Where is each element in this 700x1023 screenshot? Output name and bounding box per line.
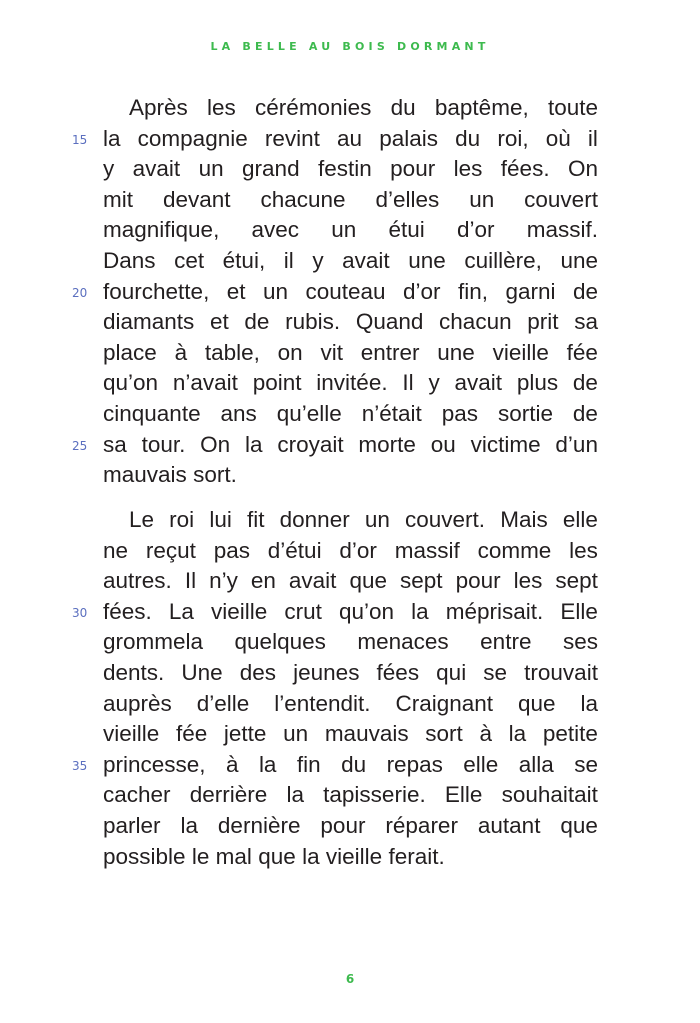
word: un <box>198 156 224 182</box>
word: festin <box>317 156 372 182</box>
line-text <box>103 597 598 628</box>
word: sa <box>574 309 598 335</box>
line-text <box>103 719 598 750</box>
word: fée <box>566 339 598 365</box>
line-text <box>103 750 598 781</box>
line-text <box>103 277 598 308</box>
word: vieille <box>492 339 549 365</box>
word: et <box>209 309 229 335</box>
word: grommela <box>103 629 204 655</box>
word: un <box>469 186 495 212</box>
word: mauvais <box>103 462 187 488</box>
page-number: 6 <box>345 972 355 986</box>
word: vieille <box>211 598 268 624</box>
line-text <box>103 124 598 155</box>
text-line <box>103 719 598 750</box>
word: n’y <box>209 568 238 594</box>
word: lui <box>209 507 232 532</box>
word: n’était <box>361 400 422 426</box>
word: pour <box>455 568 501 594</box>
word: que <box>258 843 296 869</box>
word: La <box>168 598 194 624</box>
line-text <box>103 246 598 277</box>
word: parler <box>103 812 161 838</box>
word: d’elle <box>196 690 250 716</box>
word: Il <box>184 568 197 594</box>
word: sort <box>425 721 463 747</box>
word: d’or <box>339 537 377 563</box>
word: de <box>244 309 270 335</box>
line-text <box>103 368 598 399</box>
word: mal <box>215 843 252 869</box>
word: sort. <box>193 462 237 488</box>
word: avait <box>342 247 390 273</box>
text-line <box>103 93 598 124</box>
word: de <box>572 400 598 426</box>
word: que <box>349 568 387 594</box>
word: une <box>560 247 598 273</box>
word: Le <box>129 507 155 532</box>
line-text <box>103 658 598 689</box>
word: les <box>569 537 598 563</box>
text-line <box>103 154 598 185</box>
word: vit <box>320 339 343 365</box>
word: du <box>455 125 481 151</box>
word: Après <box>129 95 188 120</box>
word: tour. <box>141 431 186 457</box>
word: roi, <box>497 125 529 151</box>
word: palais <box>379 125 439 151</box>
word: prit <box>527 309 559 335</box>
word: princesse, <box>103 751 206 777</box>
word: fin <box>296 751 321 777</box>
word: cacher <box>103 782 171 808</box>
word: auprès <box>103 690 172 716</box>
word: fit <box>246 507 265 532</box>
line-text <box>103 307 598 338</box>
word: ans <box>220 400 257 426</box>
word: de <box>572 370 598 396</box>
text-line <box>103 658 598 689</box>
word: où <box>545 125 571 151</box>
word: d’un <box>555 431 598 457</box>
word: crut <box>284 598 322 624</box>
word: un <box>364 507 390 532</box>
word: souhaitait <box>501 782 598 808</box>
line-text <box>103 215 598 246</box>
word: y <box>103 156 115 182</box>
word: tapisserie. <box>323 782 426 808</box>
word: Elle <box>444 782 483 808</box>
word: les <box>513 568 543 594</box>
word: invitée. <box>316 370 388 396</box>
word: possible <box>103 843 186 869</box>
word: ne <box>103 537 129 563</box>
line-text <box>103 430 598 461</box>
word: vieille <box>325 843 383 869</box>
line-text <box>103 566 598 597</box>
word: chacune <box>260 186 346 212</box>
word: à <box>225 751 239 777</box>
word: diamants <box>103 309 195 335</box>
word: du <box>390 95 416 120</box>
word: d’or <box>403 278 441 304</box>
word: sortie <box>497 400 553 426</box>
word: d’or <box>456 217 495 243</box>
word: avait <box>454 370 503 396</box>
word: la <box>180 812 198 838</box>
word: point <box>252 370 302 396</box>
line-text <box>103 338 598 369</box>
line-number: 30 <box>72 605 88 620</box>
word: couvert. <box>405 507 486 532</box>
word: donner <box>279 507 350 532</box>
word: toute <box>547 95 598 120</box>
text-line <box>72 750 598 781</box>
paragraph-2 <box>72 505 598 872</box>
word: la <box>411 598 429 624</box>
word: entrer <box>360 339 420 365</box>
word: qu’elle <box>276 400 342 426</box>
text-line <box>103 307 598 338</box>
word: fées <box>376 659 420 685</box>
word: que <box>560 812 598 838</box>
line-text <box>103 536 598 567</box>
word: fées. <box>500 156 550 182</box>
word: une <box>437 339 475 365</box>
word: un <box>331 217 357 243</box>
word: elle <box>463 751 499 777</box>
text-line <box>103 627 598 658</box>
word: massif. <box>526 217 598 243</box>
word: y <box>312 247 324 273</box>
text-line <box>103 566 598 597</box>
word: d’elles <box>375 186 440 212</box>
line-text <box>103 842 598 873</box>
word: dernière <box>217 812 301 838</box>
word: mauvais <box>324 721 409 747</box>
word: autant <box>477 812 541 838</box>
word: Dans <box>103 247 156 273</box>
word: les <box>207 95 236 120</box>
word: se <box>574 751 598 777</box>
word: qui <box>436 659 467 685</box>
word: chacun <box>439 309 512 335</box>
word: Il <box>402 370 414 396</box>
word: la <box>258 751 277 777</box>
word: y <box>428 370 440 396</box>
word: Craignant <box>395 690 494 716</box>
word: cérémonies <box>255 95 372 120</box>
text-line <box>103 811 598 842</box>
word: il <box>587 125 598 151</box>
word: étui, <box>222 247 266 273</box>
running-header: LA BELLE AU BOIS DORMANT <box>210 40 490 53</box>
word: à <box>174 339 188 365</box>
word: place <box>103 339 157 365</box>
word: jeunes <box>293 659 360 685</box>
word: la <box>103 125 121 151</box>
word: roi <box>169 507 195 532</box>
word: les <box>453 156 483 182</box>
word: un <box>283 721 309 747</box>
word: ferait. <box>388 843 445 869</box>
word: garni <box>505 278 556 304</box>
text-line <box>103 536 598 567</box>
text-line <box>103 689 598 720</box>
text-line <box>103 368 598 399</box>
word: magnifique, <box>103 217 220 243</box>
word: couvert <box>524 186 598 212</box>
word: avec <box>251 217 300 243</box>
text-line <box>103 338 598 369</box>
word: le <box>191 843 210 869</box>
word: réparer <box>385 812 458 838</box>
line-text <box>103 154 598 185</box>
word: pas <box>213 537 250 563</box>
line-text <box>103 505 598 536</box>
text-line <box>103 185 598 216</box>
word: mit <box>103 186 133 212</box>
word: ou <box>430 431 456 457</box>
word: n’avait <box>172 370 238 396</box>
word: On <box>200 431 231 457</box>
text-line <box>103 246 598 277</box>
word: fées. <box>103 598 152 624</box>
word: un <box>263 278 289 304</box>
word: reçut <box>145 537 196 563</box>
word: sept <box>555 568 598 594</box>
word: baptême, <box>434 95 529 120</box>
word: sept <box>400 568 443 594</box>
word: cinquante <box>103 400 201 426</box>
word: ses <box>562 629 598 655</box>
line-text <box>103 93 598 124</box>
word: revint <box>264 125 320 151</box>
word: du <box>341 751 367 777</box>
word: on <box>277 339 303 365</box>
word: victime <box>470 431 541 457</box>
word: Elle <box>560 598 598 624</box>
line-text <box>103 689 598 720</box>
word: massif <box>394 537 460 563</box>
word: en <box>250 568 276 594</box>
paragraph-1 <box>72 93 598 491</box>
word: entre <box>480 629 532 655</box>
word: alla <box>518 751 554 777</box>
word: la <box>302 843 320 869</box>
word: cet <box>174 247 205 273</box>
word: étui <box>388 217 425 243</box>
word: il <box>283 247 294 273</box>
word: rubis. <box>285 309 341 335</box>
word: couteau <box>305 278 386 304</box>
word: On <box>567 156 598 182</box>
word: avait <box>132 156 181 182</box>
word: derrière <box>189 782 268 808</box>
line-number: 15 <box>72 132 88 147</box>
word: une <box>408 247 446 273</box>
text-line <box>103 780 598 811</box>
text-line <box>72 430 598 461</box>
text-line <box>103 399 598 430</box>
line-text <box>103 399 598 430</box>
word: avait <box>288 568 337 594</box>
text-line <box>103 505 598 536</box>
word: et <box>226 278 246 304</box>
line-number: 35 <box>72 758 88 773</box>
word: compagnie <box>137 125 248 151</box>
word: fin, <box>458 278 489 304</box>
word: la <box>508 721 527 747</box>
word: qu’on <box>103 370 159 396</box>
line-text <box>103 780 598 811</box>
word: comme <box>477 537 552 563</box>
word: qu’on <box>338 598 395 624</box>
word: se <box>483 659 508 685</box>
word: que <box>517 690 556 716</box>
line-text <box>103 811 598 842</box>
word: menaces <box>357 629 449 655</box>
word: fourchette, <box>103 278 210 304</box>
word: des <box>239 659 277 685</box>
word: Quand <box>355 309 424 335</box>
word: la <box>286 782 304 808</box>
word: morte <box>358 431 416 457</box>
word: plus <box>516 370 559 396</box>
word: devant <box>162 186 231 212</box>
line-number: 25 <box>72 438 88 453</box>
line-number: 20 <box>72 285 88 300</box>
line-text <box>103 627 598 658</box>
text-line <box>103 460 598 491</box>
word: repas <box>386 751 443 777</box>
text-line <box>103 842 598 873</box>
word: quelques <box>234 629 326 655</box>
word: pour <box>320 812 366 838</box>
word: Mais <box>500 507 548 532</box>
word: dents. <box>103 659 165 685</box>
word: à <box>479 721 492 747</box>
word: petite <box>542 721 598 747</box>
text-line <box>72 277 598 308</box>
word: vieille <box>103 721 160 747</box>
word: elle <box>562 507 598 532</box>
word: au <box>337 125 363 151</box>
line-text <box>103 460 598 491</box>
word: grand <box>242 156 300 182</box>
word: croyait <box>277 431 344 457</box>
text-line <box>72 597 598 628</box>
word: trouvait <box>524 659 598 685</box>
word: jette <box>223 721 267 747</box>
word: l’entendit. <box>274 690 371 716</box>
word: pour <box>390 156 436 182</box>
text-line <box>72 124 598 155</box>
word: cuillère, <box>464 247 542 273</box>
word: sa <box>103 431 127 457</box>
word: fée <box>175 721 208 747</box>
word: la <box>580 690 598 716</box>
text-line <box>103 215 598 246</box>
word: méprisait. <box>445 598 544 624</box>
word: autres. <box>103 568 172 594</box>
word: table, <box>204 339 260 365</box>
word: pas <box>441 400 479 426</box>
word: Une <box>181 659 223 685</box>
word: d’étui <box>267 537 322 563</box>
word: la <box>245 431 263 457</box>
line-text <box>103 185 598 216</box>
word: de <box>572 278 598 304</box>
